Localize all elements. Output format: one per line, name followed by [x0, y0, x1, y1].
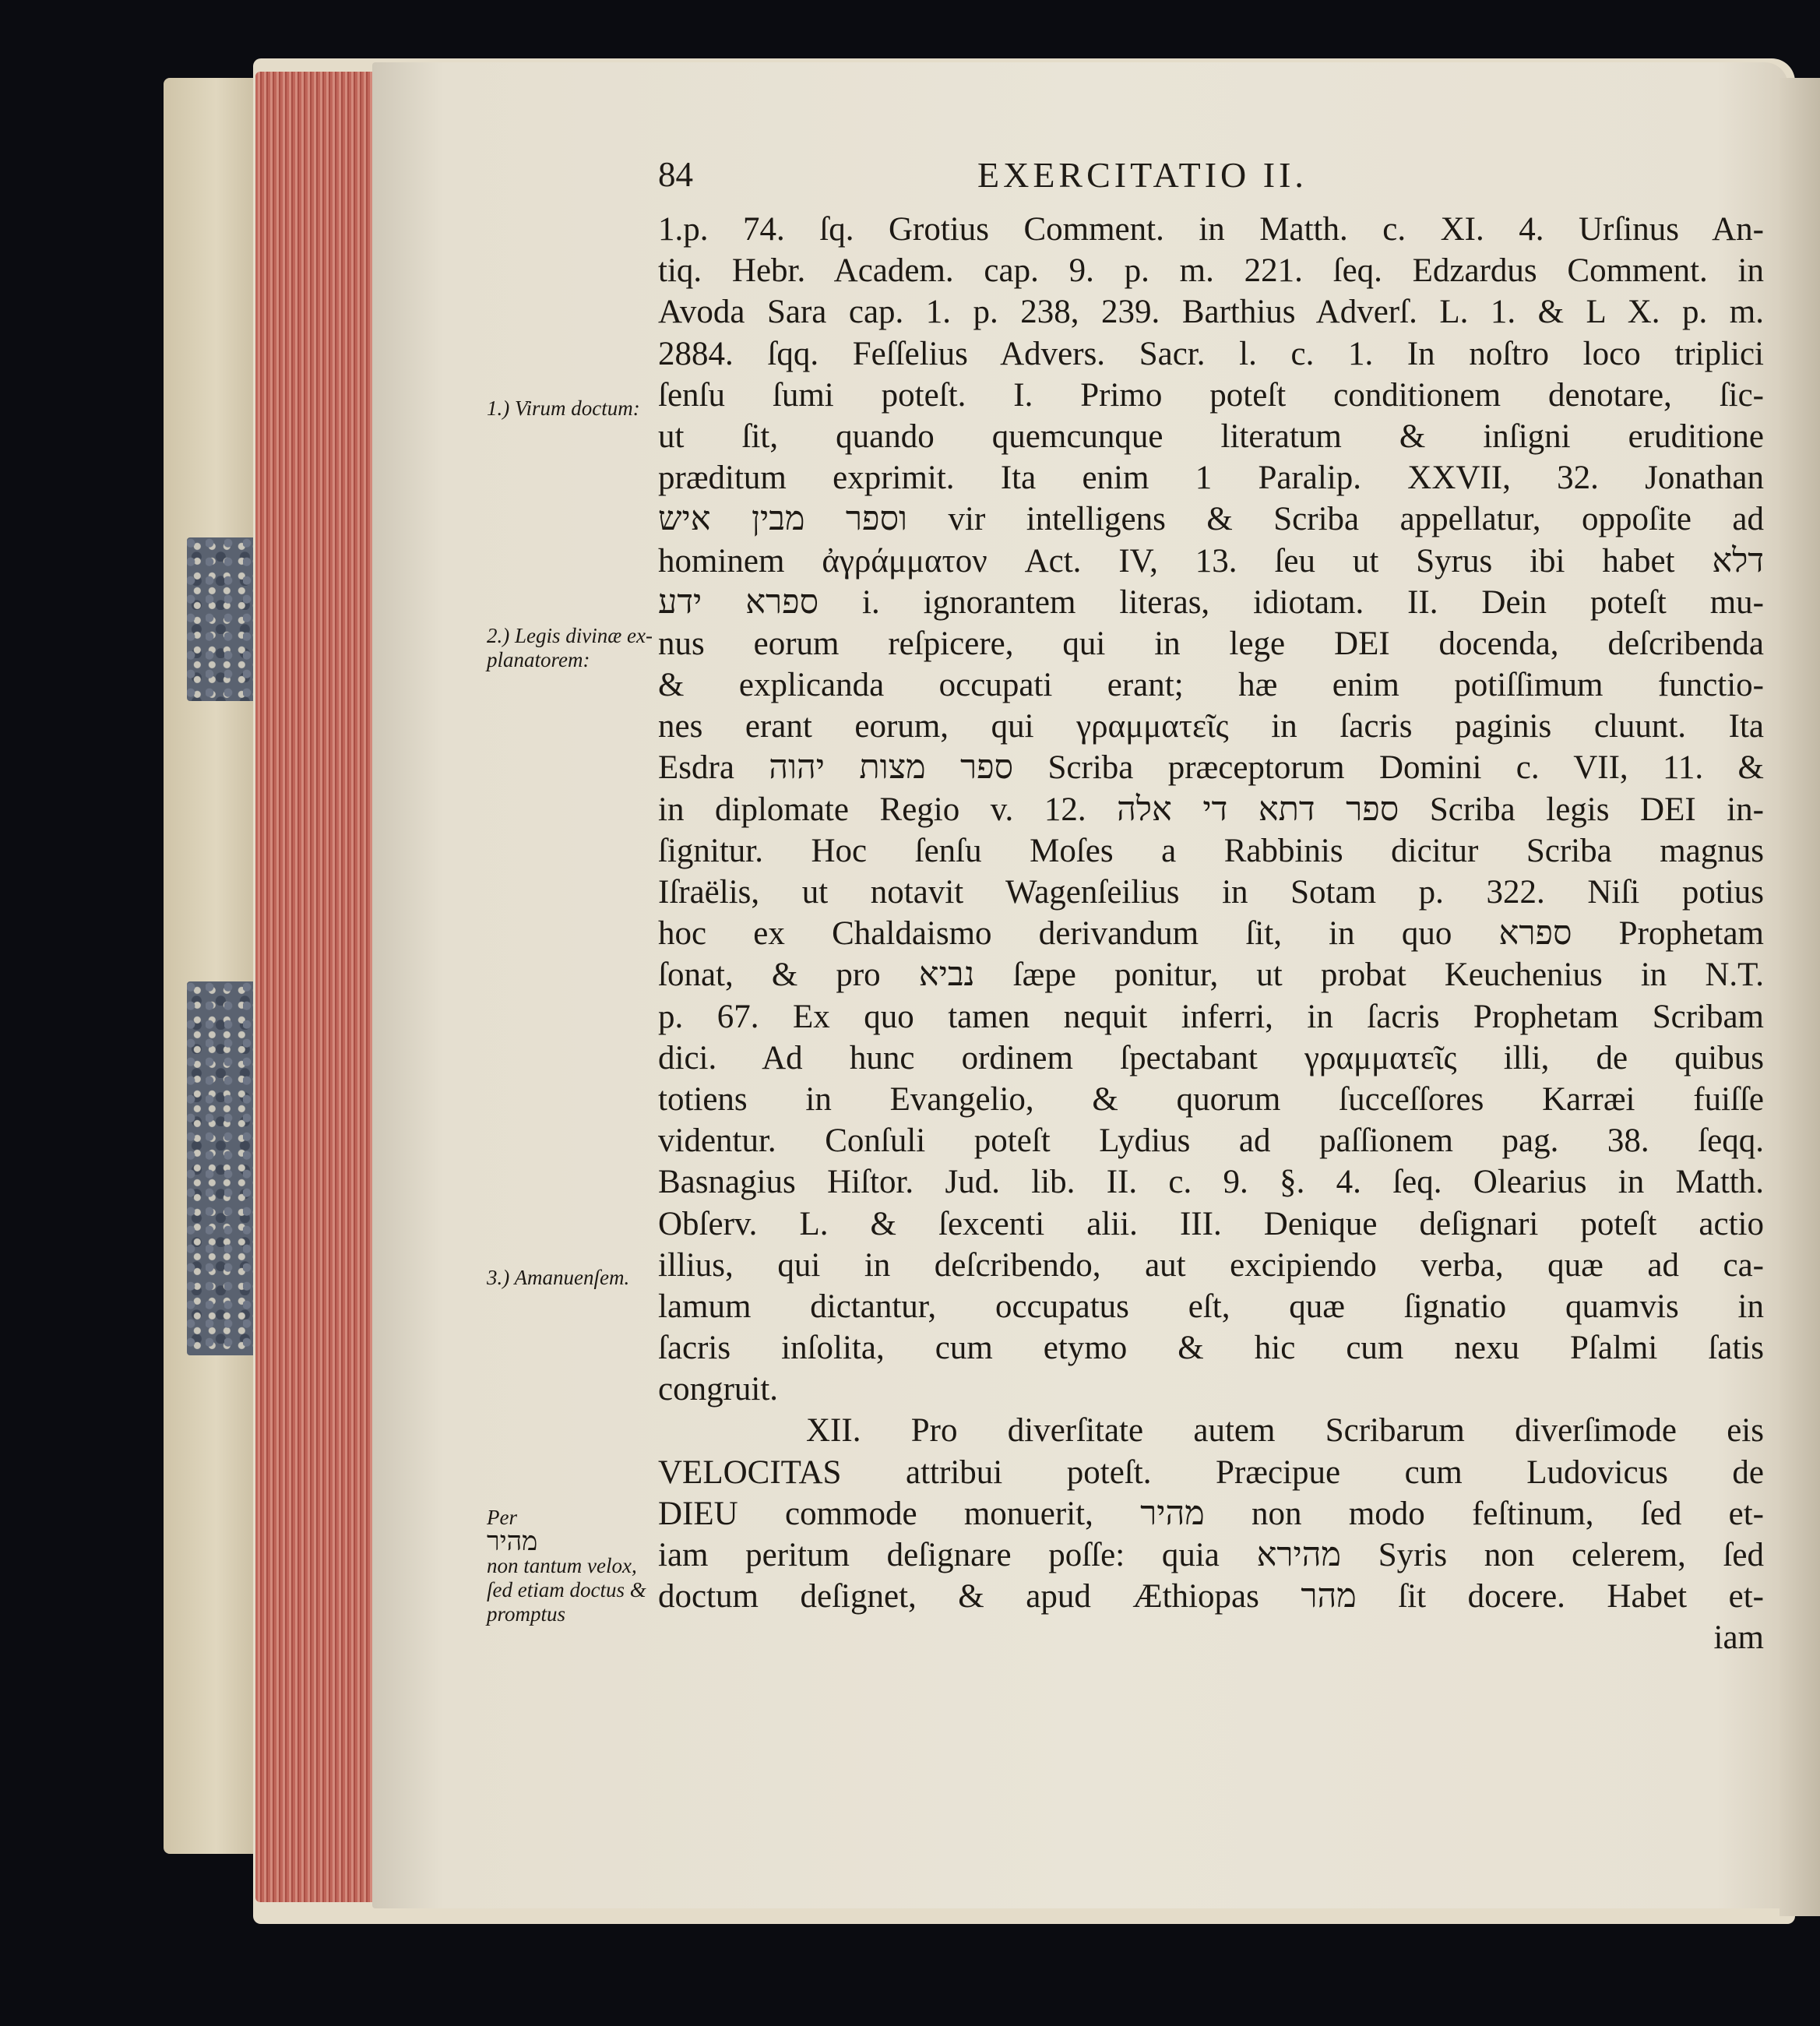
text-line: totiens in Evangelio, & quorum ſucceſſores Karræi fuiſſe [658, 1080, 1764, 1118]
margin-note-velox: non tantum velox, ſed etiam doctus & promptus [487, 1554, 646, 1626]
text-line: præditum exprimit. Ita enim 1 Paralip. XXVII, 32. Jonathan [658, 460, 1764, 497]
text-line: XII. Pro diverſitate autem Scribarum diverſimode eis [806, 1412, 1764, 1450]
text-line: & explicanda occupati erant; hæ enim potiſſimum functio- [658, 667, 1764, 704]
text-body [658, 209, 1764, 1659]
text-line: וספר מבין איש vir intelligens & Scriba appellatur, oppoſite ad [658, 501, 1764, 538]
text-line: 2884. ſqq. Feſſelius Advers. Sacr. l. c. 1. In noſtro loco triplici [658, 335, 1764, 372]
text-line: VELOCITAS attribui poteſt. Præcipue cum Ludovicus de [658, 1453, 1764, 1491]
text-line: iam peritum deſignare poſſe: quia מהירא Syris non celerem, ſed [658, 1537, 1764, 1573]
text-line: Avoda Sara cap. 1. p. 238, 239. Barthius Adverſ. L. 1. & L X. p. m. [658, 294, 1764, 331]
text-line: in diplomate Regio v. 12. ספר דתא די אלה Scriba legis DEI in- [658, 791, 1764, 828]
text-line: DIEU commode monuerit, מהיר non modo feſtinum, ſed et- [658, 1495, 1764, 1532]
text-line: 1.p. 74. ſq. Grotius Comment. in Matth. c. XI. 4. Urſinus An- [658, 211, 1764, 248]
margin-note-legis-explanatorem: 2.) Legis divinæ ex-planatorem: [487, 624, 653, 671]
text-line: ſonat, & pro נביא ſæpe ponitur, ut probat Keuchenius in N.T. [658, 957, 1764, 994]
text-line: Esdra ספר מצות יהוה Scriba præceptorum Domini c. VII, 11. & [658, 749, 1764, 787]
catchword: iam [1713, 1619, 1764, 1657]
text-line: Iſraëlis, ut notavit Wagenſeilius in Sotam p. 322. Niſi potius [658, 874, 1764, 911]
margin-note-amanuensem: 3.) Amanuenſem. [487, 1266, 630, 1289]
text-line: tiq. Hebr. Academ. cap. 9. p. m. 221. ſeq. Edzardus Comment. in [658, 252, 1764, 290]
text-line: ספרא ידע i. ignorantem literas, idiotam. II. Dein poteſt mu- [658, 583, 1764, 621]
text-line: p. 67. Ex quo tamen nequit inferri, in ſacris Prophetam Scribam [658, 998, 1764, 1035]
margin-note-per: Per [487, 1506, 517, 1529]
text-line: nes erant eorum, qui γραμματεῖς in ſacris paginis cluunt. Ita [658, 708, 1764, 745]
facing-page-edge [1780, 78, 1820, 1916]
text-line: hominem ἀγράμματον Act. IV, 13. ſeu ut Syrus ibi habet דלא [658, 542, 1764, 580]
text-line: dici. Ad hunc ordinem ſpectabant γραμματεῖς illi, de quibus [658, 1039, 1764, 1076]
text-line: Basnagius Hiſtor. Jud. lib. II. c. 9. §. 4. ſeq. Olearius in Matth. [658, 1164, 1764, 1201]
text-line: videntur. Conſuli poteſt Lydius ad paſſionem pag. 38. ſeqq. [658, 1122, 1764, 1160]
text-line: nus eorum reſpicere, qui in lege DEI docenda, deſcribenda [658, 625, 1764, 662]
text-line: ſenſu ſumi poteſt. I. Primo poteſt conditionem denotare, ſic- [658, 376, 1764, 414]
page-number: 84 [658, 155, 693, 194]
text-line: illius, qui in deſcribendo, aut excipiendo verba, quæ ad ca- [658, 1246, 1764, 1284]
text-line: ſacris inſolita, cum etymo & hic cum nexu Pſalmi ſatis [658, 1330, 1764, 1367]
running-title: EXERCITATIO II. [977, 155, 1308, 195]
running-head [658, 154, 1764, 204]
text-line: doctum deſignet, & apud Æthiopas מהר ſit docere. Habet et- [658, 1578, 1764, 1616]
margin-note-per-mahir [487, 1506, 654, 1626]
text-line: lamum dictantur, occupatus eſt, quæ ſignatio quamvis in [658, 1288, 1764, 1325]
text-line: ſignitur. Hoc ſenſu Moſes a Rabbinis dicitur Scriba magnus [658, 832, 1764, 869]
margin-note-hebrew: מהיר [487, 1527, 538, 1556]
margin-note-virum-doctum: 1.) Virum doctum: [487, 396, 640, 420]
text-line: ut ſit, quando quemcunque literatum & inſigni eruditione [658, 418, 1764, 455]
text-line: congruit. [658, 1371, 779, 1408]
red-page-edges [255, 72, 380, 1902]
text-line: Obſerv. L. & ſexcenti alii. III. Denique deſignari poteſt actio [658, 1205, 1764, 1242]
text-line: hoc ex Chaldaismo derivandum ſit, in quo ספרא Prophetam [658, 915, 1764, 953]
